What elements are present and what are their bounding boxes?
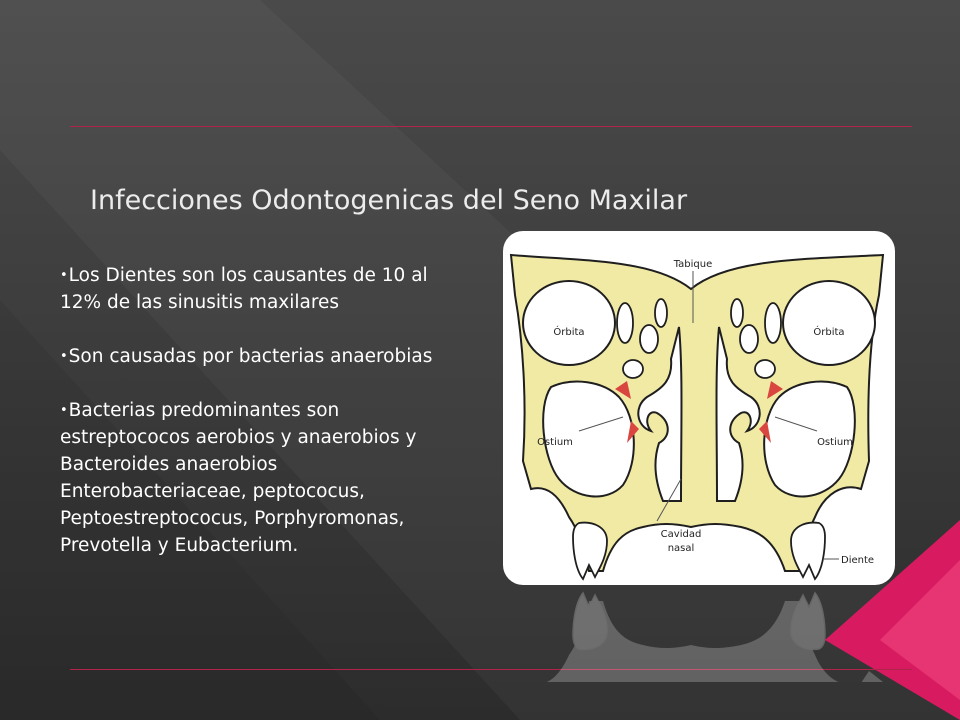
top-divider-line <box>70 126 912 127</box>
bullet-item: •Los Dientes son los causantes de 10 al 12% de las sinusitis maxilares <box>60 265 428 313</box>
bullet-text: Los Dientes son los causantes de 10 al 12% de las sinusitis maxilares <box>60 265 428 313</box>
left-orbit <box>523 281 615 365</box>
diagram-reflection <box>503 587 895 682</box>
label-diente: Diente <box>841 555 875 566</box>
label-orbita-right: Órbita <box>813 327 845 338</box>
bullet-list <box>60 262 460 586</box>
label-cavidad: Cavidad <box>660 529 702 540</box>
label-ostium-left: Ostium <box>537 437 573 448</box>
bullet-item: •Son causadas por bacterias anaerobias <box>60 346 433 367</box>
sinus-anatomy-diagram <box>503 231 895 585</box>
bullet-text: Son causadas por bacterias anaerobias <box>68 346 433 367</box>
slide-title: Infecciones Odontogenicas del Seno Maxilar <box>90 185 688 216</box>
bullet-item: •Bacterias predominantes son estreptococos aerobios y anaerobios y Bacteroides anaerobios Enterobacteriaceae, peptococus, Peptoestreptococus, Porphyromonas, Prevotella y Eubacterium. <box>60 400 417 556</box>
label-tabique: Tabique <box>673 259 713 270</box>
label-orbita-left: Órbita <box>553 327 585 338</box>
label-nasal: nasal <box>667 543 695 554</box>
label-ostium-right: Ostium <box>817 437 853 448</box>
right-orbit <box>783 281 875 365</box>
bullet-text: Bacterias predominantes son estreptococos aerobios y anaerobios y Bacteroides anaerobios Enterobacteriaceae, peptococus, Peptoestreptococus, Porphyromonas, Prevotella y Eubacterium. <box>60 400 417 556</box>
